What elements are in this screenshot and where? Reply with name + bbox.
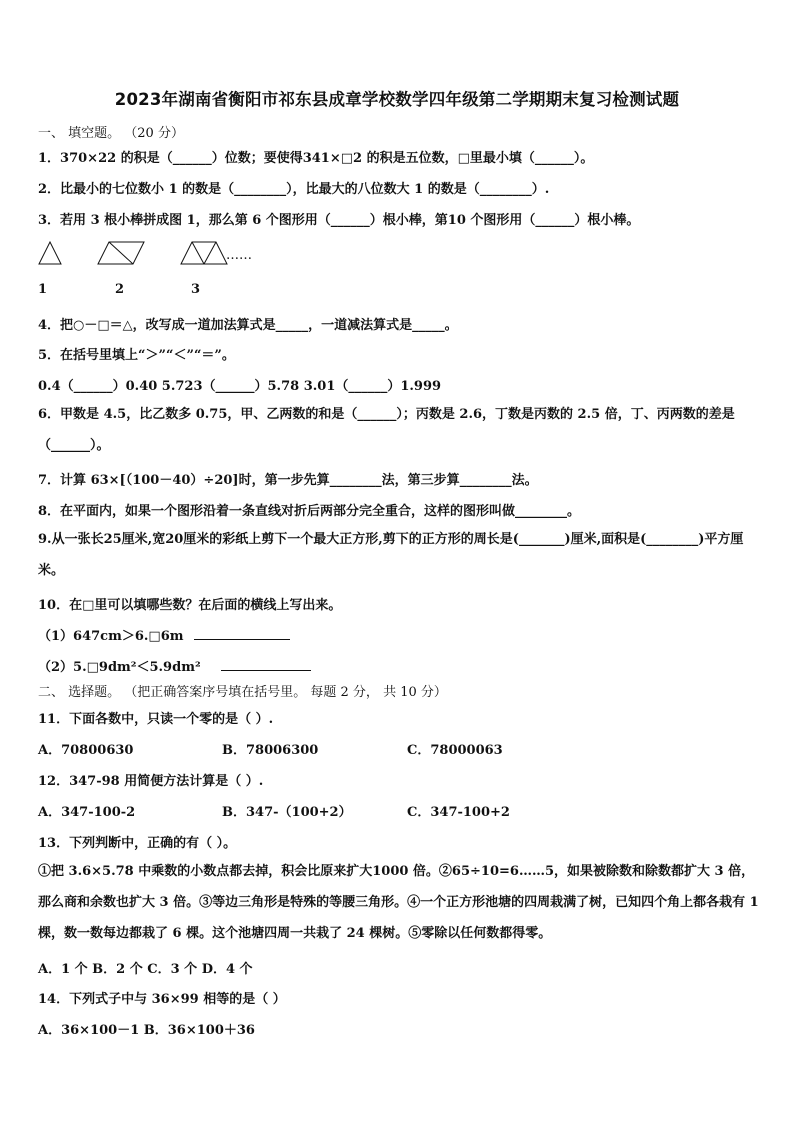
question-10-part-2	[38, 656, 311, 675]
section2-heading: 二、 选择题。 （把正确答案序号填在括号里。 每题 2 分， 共 10 分）	[38, 685, 447, 700]
question-13-body: ①把 3.6×5.78 中乘数的小数点都去掉，积会比原来扩大1000 倍。②65÷10=6……5，如果被除数和除数都扩大 3 倍，那么商和余数也扩大 3 倍。③等边三角形是特殊的等腰三角形。④一个正方形池塘的四周栽满了树，已知四个角上都各栽有 1 棵，数一数每边都栽了 6 棵。这个池塘四周一共栽了 24 棵树。⑤零除以任何数都得零。	[38, 864, 759, 941]
figure-label-1: 1	[38, 282, 48, 297]
question-1: 1．370×22 的积是（______）位数；要使得341×□2 的积是五位数，□里最小填（______）。	[38, 151, 594, 166]
question-5: 5．在括号里填上“＞”“＜”“＝”。	[38, 348, 235, 363]
question-14-options: A．36×100－1 B．36×100＋36	[38, 1023, 255, 1038]
question-10-part-1-text: （1）647cm＞6.□6m	[38, 629, 184, 644]
question-13-options: A．1 个 B．2 个 C．3 个 D．4 个	[38, 962, 253, 977]
question-10-part-2-text: （2）5.□9dm²＜5.9dm²	[38, 660, 201, 675]
page-title: 2023年湖南省衡阳市祁东县成章学校数学四年级第二学期期末复习检测试题	[114, 90, 680, 109]
answer-line-10-2	[221, 658, 311, 671]
question-13: 13．下列判断中，正确的有（ ）。	[38, 836, 237, 851]
question-7: 7．计算 63×[（100－40）÷20]时，第一步先算________法，第三步算________法。	[38, 473, 538, 488]
question-9: 9.从一张长25厘米,宽20厘米的彩纸上剪下一个最大正方形,剪下的正方形的周长是(_______)厘米,面积是(________)平方厘米。	[38, 532, 744, 578]
figure-label-2: 2	[115, 282, 125, 297]
question-10: 10．在□里可以填哪些数？在后面的横线上写出来。	[38, 598, 342, 613]
question-12-option-b: B．347-（100+2）	[222, 805, 352, 820]
question-11-option-b: B．78006300	[222, 743, 319, 758]
question-2: 2．比最小的七位数小 1 的数是（________），比最大的八位数大 1 的数是（________）.	[38, 182, 550, 197]
question-8: 8．在平面内，如果一个图形沿着一条直线对折后两部分完全重合，这样的图形叫做________。	[38, 504, 581, 519]
answer-line-10-1	[194, 627, 290, 640]
question-12: 12．347-98 用简便方法计算是（ ）.	[38, 774, 264, 789]
figure-label-3: 3	[191, 282, 201, 297]
question-5-items: 0.4（______）0.40 5.723（______）5.78 3.01（______）1.999	[38, 379, 442, 394]
question-11-option-c: C．78000063	[407, 743, 503, 758]
question-4: 4．把○－□＝△，改写成一道加法算式是_____，一道减法算式是_____。	[38, 318, 458, 333]
figure-3-shape	[181, 242, 227, 264]
question-11: 11．下面各数中，只读一个零的是（ ）.	[38, 712, 274, 727]
triangle-figures	[38, 238, 338, 268]
question-10-part-1	[38, 625, 290, 644]
question-6: 6．甲数是 4.5，比乙数多 0.75，甲、乙两数的和是（______）；丙数是 2.6，丁数是丙数的 2.5 倍，丁、丙两数的差是（______）。	[38, 407, 735, 453]
question-14: 14．下列式子中与 36×99 相等的是（ ）	[38, 992, 286, 1007]
figure-1-triangle	[39, 242, 61, 264]
question-12-option-c: C．347-100+2	[407, 805, 510, 820]
question-12-option-a: A．347-100-2	[38, 805, 136, 820]
section1-heading: 一、 填空题。 （20 分）	[38, 126, 184, 141]
question-3: 3．若用 3 根小棒拼成图 1，那么第 6 个图形用（______）根小棒，第10 个图形用（______）根小棒。	[38, 213, 640, 228]
question-11-option-a: A．70800630	[38, 743, 134, 758]
figure-ellipsis: ……	[226, 248, 252, 263]
